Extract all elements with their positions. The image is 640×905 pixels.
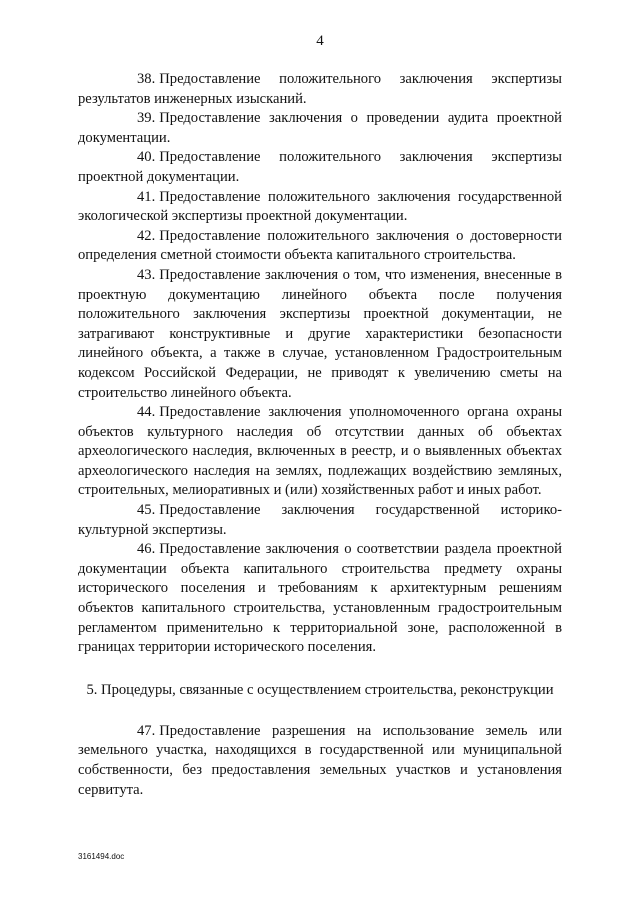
paragraph-text: Предоставление положительного заключения государственной экологической экспертизы проектной документации. [78,188,562,225]
paragraph-text: Предоставление разрешения на использование земель или земельного участка, находящихся в государственной или муниципальной собственности, без предоставления земельных участков и установления сервитута. [78,722,562,798]
document-body [78,70,562,800]
page-number: 4 [316,33,324,49]
paragraph-number: 47. [137,722,156,739]
paragraph-number: 43. [137,266,156,283]
paragraph-40 [78,148,562,187]
paragraph-text: Предоставление положительного заключения экспертизы проектной документации. [78,149,562,185]
paragraph-number: 41. [137,188,156,205]
paragraphs-after [78,722,562,800]
paragraph-number: 42. [137,227,156,244]
paragraph-45 [78,501,562,540]
paragraph-42 [78,227,562,266]
paragraph-text: Предоставление положительного заключения о достоверности определения сметной стоимости объекта капитального строительства. [78,227,562,264]
paragraph-number: 44. [137,404,156,421]
paragraph-text: Предоставление заключения о соответствии раздела проектной документации объекта капитального строительства предмету охраны исторического поселения и требованиям к архитектурным решениям объектов капитального строительства, установленным градостроительным регламентом применительно к территориальной зоне, расположенной в границах территории исторического поселения. [78,541,562,656]
paragraph-number: 45. [137,502,156,519]
paragraph-41 [78,188,562,227]
section-heading: 5. Процедуры, связанные с осуществлением строительства, реконструкции [86,681,554,698]
paragraph-44 [78,403,562,501]
paragraph-text: Предоставление заключения уполномоченного органа охраны объектов культурного наследия об отсутствии данных об объектах археологического наследия, включенных в реестр, и о выявленных объектах археологического наследия на землях, подлежащих воздействию земляных, строительных, мелиоративных и (или) хозяйственных работ и иных работ. [78,404,562,499]
paragraph-number: 39. [137,110,156,127]
paragraph-38 [78,70,562,109]
paragraph-46 [78,540,562,658]
paragraph-text: Предоставление положительного заключения экспертизы результатов инженерных изысканий. [78,71,562,107]
paragraph-text: Предоставление заключения о том, что изменения, внесенные в проектную документацию линейного объекта после получения положительного заключения экспертизы проектной документации, не затрагивают конструктивные и другие характеристики безопасности линейного объекта, а также в случае, установленном Градостроительным кодексом Российской Федерации, не приводят к увеличению сметы на строительство линейного объекта. [78,266,562,401]
paragraph-number: 46. [137,541,156,558]
paragraph-47 [78,722,562,800]
paragraph-39 [78,109,562,148]
paragraph-number: 38. [137,71,156,87]
document-footer: 3161494.doc [78,852,125,861]
paragraphs-before [78,70,562,658]
paragraph-text: Предоставление заключения о проведении аудита проектной документации. [78,110,562,146]
paragraph-number: 40. [137,149,156,166]
paragraph-text: Предоставление заключения государственной историко-культурной экспертизы. [78,502,562,538]
paragraph-43 [78,266,562,403]
